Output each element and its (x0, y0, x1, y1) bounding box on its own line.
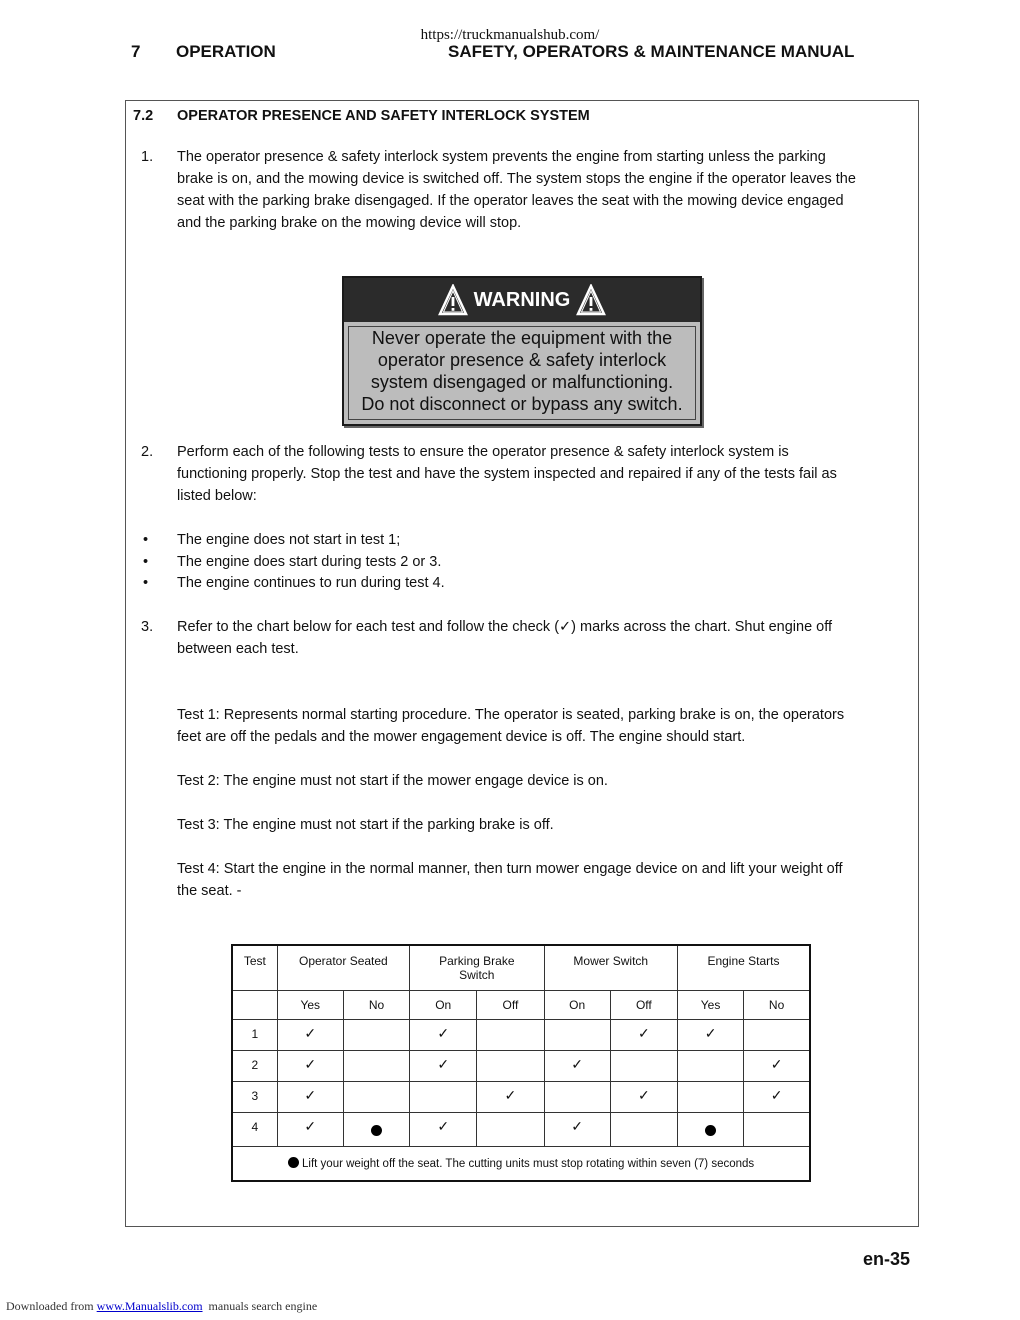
empty-cell (610, 1112, 677, 1146)
subheader-cell: On (544, 990, 610, 1019)
test1-line: feet are off the pedals and the mower engagement device is off. The engine should start. (177, 729, 746, 745)
empty-cell (477, 1112, 544, 1146)
dot-cell (677, 1112, 743, 1146)
empty-cell (544, 1081, 610, 1112)
downloaded-from-text: Downloaded from (6, 1299, 94, 1313)
subheader-cell: No (343, 990, 409, 1019)
table-row (232, 1112, 810, 1146)
para1-text (177, 146, 917, 234)
test1-line: Test 1: Represents normal starting procedure. The operator is seated, parking brake is on, the operators (177, 707, 845, 723)
check-cell (610, 1081, 677, 1112)
para2-line: functioning properly. Stop the test and have the system inspected and repaired if any of the tests fail as (177, 466, 837, 482)
warning-title: WARNING (473, 288, 571, 311)
check-icon: ✓ (571, 1117, 583, 1134)
header-mower-switch: Mower Switch (544, 945, 677, 990)
table-subheader-row (232, 990, 810, 1019)
check-cell (410, 1112, 477, 1146)
check-icon: ✓ (704, 1024, 717, 1041)
check-icon: ✓ (637, 1086, 650, 1103)
check-cell (277, 1081, 343, 1112)
table-row (232, 1019, 810, 1050)
test4-line: Test 4: Start the engine in the normal manner, then turn mower engage device on and lift your weight off (177, 861, 843, 877)
test-number-cell: 4 (232, 1112, 277, 1146)
check-icon: ✓ (504, 1086, 517, 1103)
para3-line: Refer to the chart below for each test and follow the check (✓) marks across the chart. Shut engine off (177, 619, 833, 635)
header-operator-seated: Operator Seated (277, 945, 409, 990)
warning-box (342, 276, 702, 426)
subheader-blank (232, 990, 277, 1019)
para1-line: and the parking brake on the mowing device will stop. (177, 215, 522, 231)
check-icon: ✓ (304, 1086, 317, 1103)
check-cell (277, 1050, 343, 1081)
dot-icon (705, 1125, 716, 1136)
empty-cell (477, 1050, 544, 1081)
table-footnote-row (232, 1146, 810, 1181)
check-cell (544, 1050, 610, 1081)
test3-description: Test 3: The engine must not start if the parking brake is off. (177, 817, 554, 833)
subheader-cell: Off (610, 990, 677, 1019)
table-header-row (232, 945, 810, 990)
table-footnote (232, 1146, 810, 1181)
empty-cell (477, 1019, 544, 1050)
para2-number: 2. (141, 444, 154, 460)
tagline-text: manuals search engine (208, 1299, 318, 1313)
header-test: Test (232, 945, 277, 990)
bullet-item: The engine continues to run during test 4. (177, 575, 445, 591)
para2-line: Perform each of the following tests to ensure the operator presence & safety interlock system is (177, 444, 789, 460)
chapter-title: OPERATION (176, 42, 276, 61)
warning-triangle-icon (438, 284, 468, 316)
warning-line: system disengaged or malfunctioning. (370, 372, 674, 392)
empty-cell (343, 1019, 409, 1050)
empty-cell (544, 1019, 610, 1050)
check-cell (277, 1019, 343, 1050)
check-cell (544, 1112, 610, 1146)
para1-line: The operator presence & safety interlock system prevents the engine from starting unless the parking (177, 149, 826, 165)
subheader-cell: No (744, 990, 810, 1019)
manual-title: SAFETY, OPERATORS & MAINTENANCE MANUAL (448, 42, 855, 61)
check-icon: ✓ (304, 1024, 317, 1041)
subheader-cell: Off (477, 990, 544, 1019)
test4-description (177, 858, 917, 902)
test-number-cell: 1 (232, 1019, 277, 1050)
para3-text (177, 616, 917, 660)
check-cell (477, 1081, 544, 1112)
test-number-cell: 3 (232, 1081, 277, 1112)
chapter-number: 7 (131, 42, 141, 61)
para2-text (177, 441, 917, 507)
interlock-test-table (231, 944, 811, 1182)
check-cell (677, 1019, 743, 1050)
header-engine-starts: Engine Starts (677, 945, 810, 990)
empty-cell (677, 1081, 743, 1112)
source-url: https://truckmanualshub.com/ (420, 27, 600, 43)
bullet-item: The engine does not start in test 1; (177, 532, 401, 548)
para1-line: seat with the parking brake disengaged. If the operator leaves the seat with the mowing device engaged (177, 193, 844, 209)
para1-line: brake is on, and the mowing device is switched off. The system stops the engine if the operator leaves the (177, 171, 856, 187)
bullet-marker: • (143, 532, 149, 548)
check-icon: ✓ (770, 1086, 783, 1103)
table-row (232, 1081, 810, 1112)
check-icon: ✓ (571, 1055, 583, 1072)
warning-line: operator presence & safety interlock (377, 350, 667, 370)
table-row (232, 1050, 810, 1081)
empty-cell (744, 1019, 810, 1050)
test-number-cell: 2 (232, 1050, 277, 1081)
test4-line: the seat. - (177, 883, 242, 899)
bullet-marker: • (143, 554, 149, 570)
check-icon: ✓ (304, 1055, 317, 1072)
section-number: 7.2 (133, 108, 154, 124)
para1-number: 1. (141, 149, 154, 165)
header-parking-brake: Parking Brake Switch (410, 945, 544, 990)
subheader-cell: On (410, 990, 477, 1019)
bullet-item: The engine does start during tests 2 or 3. (177, 554, 442, 570)
subheader-cell: Yes (277, 990, 343, 1019)
para2-line: listed below: (177, 488, 257, 504)
check-cell (744, 1081, 810, 1112)
test2-description: Test 2: The engine must not start if the mower engage device is on. (177, 773, 608, 789)
para3-number: 3. (141, 619, 154, 635)
check-icon: ✓ (770, 1055, 783, 1072)
test1-description (177, 704, 917, 748)
check-icon: ✓ (304, 1117, 317, 1134)
warning-line: Never operate the equipment with the (371, 328, 673, 348)
check-icon: ✓ (437, 1055, 450, 1072)
empty-cell (410, 1081, 477, 1112)
check-icon: ✓ (437, 1024, 450, 1041)
warning-message (348, 326, 696, 420)
manualslib-link[interactable]: www.Manualslib.com (96, 1299, 203, 1313)
page-number: en-35 (862, 1249, 910, 1269)
check-cell (277, 1112, 343, 1146)
empty-cell (343, 1050, 409, 1081)
download-footer (6, 1299, 317, 1314)
empty-cell (677, 1050, 743, 1081)
warning-line: Do not disconnect or bypass any switch. (361, 394, 683, 414)
check-cell (744, 1050, 810, 1081)
empty-cell (610, 1050, 677, 1081)
check-icon: ✓ (637, 1024, 650, 1041)
para3-line: between each test. (177, 641, 299, 657)
check-cell (410, 1050, 477, 1081)
section-title: OPERATOR PRESENCE AND SAFETY INTERLOCK SYSTEM (177, 108, 590, 124)
check-cell (410, 1019, 477, 1050)
check-cell (610, 1019, 677, 1050)
empty-cell (343, 1081, 409, 1112)
footnote-text: Lift your weight off the seat. The cutting units must stop rotating within seven (7) seconds (302, 1157, 755, 1170)
check-icon: ✓ (437, 1117, 450, 1134)
dot-icon (288, 1157, 299, 1168)
warning-triangle-icon (576, 284, 606, 316)
dot-icon (371, 1125, 382, 1136)
dot-cell (343, 1112, 409, 1146)
warning-header (344, 278, 700, 322)
empty-cell (744, 1112, 810, 1146)
bullet-marker: • (143, 575, 149, 591)
subheader-cell: Yes (677, 990, 743, 1019)
